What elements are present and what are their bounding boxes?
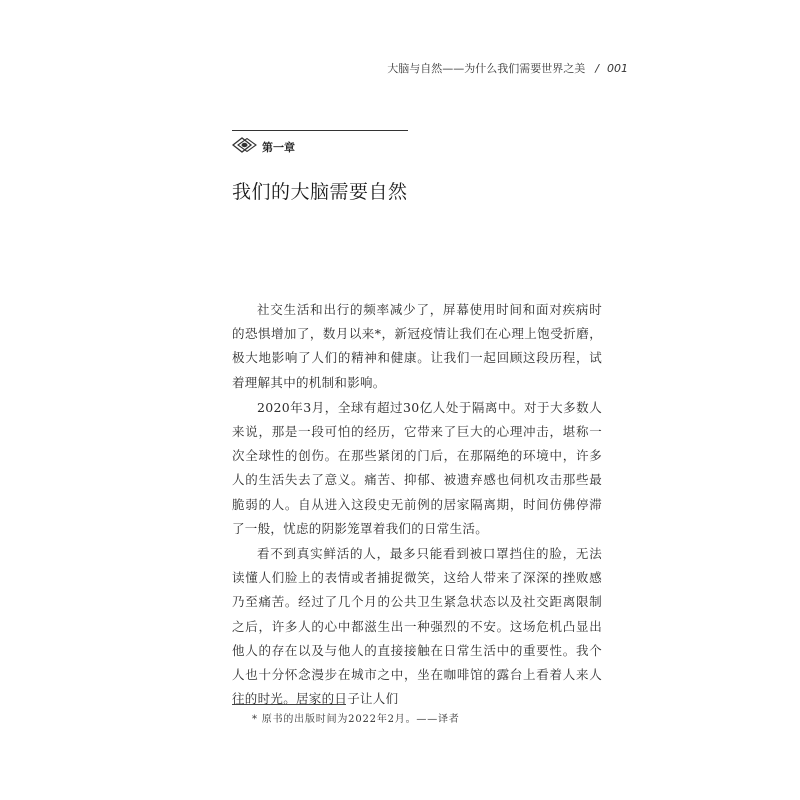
chapter-label (232, 137, 295, 156)
footnote-rule (232, 704, 346, 705)
chapter-top-rule (232, 130, 408, 131)
body-text (232, 298, 602, 712)
running-head (387, 60, 628, 76)
paragraph: 看不到真实鲜活的人，最多只能看到被口罩挡住的脸，无法读懂人们脸上的表情或者捕捉微笑，这给人带来了深深的挫败感乃至痛苦。经过了几个月的公共卫生紧急状态以及社交距离限制之后，许多人的心中都滋生出一种强烈的不安。这场危机凸显出他人的存在以及与他人的直接接触在日常生活中的重要性。我个人也十分怀念漫步在城市之中，坐在咖啡馆的露台上看着人来人往的时光。居家的日子让人们 (232, 546, 602, 707)
chapter-number: 第一章 (262, 140, 295, 154)
running-head-separator: / (595, 62, 599, 75)
diamond-eye-icon (232, 137, 258, 156)
running-head-title: 大脑与自然——为什么我们需要世界之美 (387, 62, 586, 75)
paragraph: 2020年3月，全球有超过30亿人处于隔离中。对于大多数人来说，那是一段可怕的经历，它带来了巨大的心理冲击，堪称一次全球性的创伤。在那些紧闭的门后，在那隔绝的环境中，许多人的生活失去了意义。痛苦、抑郁、被遗弃感也伺机攻击那些最脆弱的人。自从进入这段史无前例的居家隔离期，时间仿佛停滞了一般，忧虑的阴影笼罩着我们的日常生活。 (232, 399, 602, 536)
footnote: * 原书的出版时间为2022年2月。——译者 (252, 714, 460, 725)
page-number: 001 (607, 62, 628, 75)
paragraph: 社交生活和出行的频率减少了，屏幕使用时间和面对疾病时的恐惧增加了，数月以来*，新冠疫情让我们在心理上饱受折磨，极大地影响了人们的精神和健康。让我们一起回顾这段历程，试着理解其中的机制和影响。 (232, 302, 602, 390)
chapter-title: 我们的大脑需要自然 (232, 181, 408, 203)
